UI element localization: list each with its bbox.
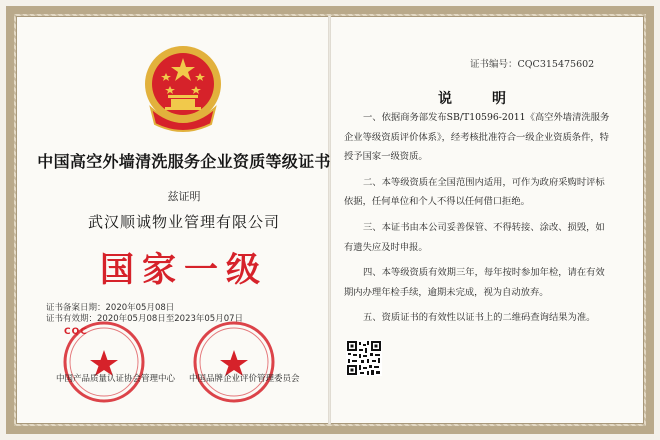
seal-icon: [62, 320, 146, 404]
explanation-item: 五、资质证书的有效性以证书上的二维码查询结果为准。: [363, 312, 596, 324]
explanation-heading: 说明: [438, 91, 546, 107]
cqc-logo: CQC: [64, 327, 88, 337]
certificate-number: 证书编号：CQC315475602: [470, 59, 595, 70]
explanation-item: 二、本等级资质在全国范围内适用，可作为政府采购时评标依据，任何单位和个人不得以任何借口拒绝。: [344, 176, 605, 208]
explanation-item: 四、本等级资质有效期三年，每年按时参加年检，请在有效期内办理年检手续，逾期未完成，视为自动放弃。: [344, 267, 605, 298]
prove-text: 兹证明: [167, 190, 201, 203]
company-name: 武汉顺诚物业管理有限公司: [87, 213, 280, 231]
seal-icon: [192, 320, 276, 404]
valid-period: 证书有效期：2020年05月08日至2023年05月07日: [46, 314, 244, 324]
national-emblem-icon: [141, 42, 225, 134]
issuer-left: 中国产品质量认证协会管理中心: [56, 374, 176, 384]
explanation-item: 三、本证书由本公司妥善保管、不得转接、涂改、损毁，如有遗失应及时申报。: [344, 221, 605, 253]
certificate-title: 中国高空外墙清洗服务企业资质等级证书: [37, 152, 331, 171]
issuer-right: 中国品牌企业评价管理委员会: [189, 374, 300, 384]
explanation-list: [344, 108, 612, 328]
explanation-item: 一、依据商务部发布SB/T10596-2011《高空外墙清洗服务企业等级资质评价体系》，经考核批准符合一级企业资质条件，特授予国家一级资质。: [344, 112, 610, 163]
grade-level: 国家一级: [100, 250, 268, 290]
qr-code-icon: [346, 340, 382, 376]
record-date: 证书备案日期：2020年05月08日: [46, 303, 175, 313]
